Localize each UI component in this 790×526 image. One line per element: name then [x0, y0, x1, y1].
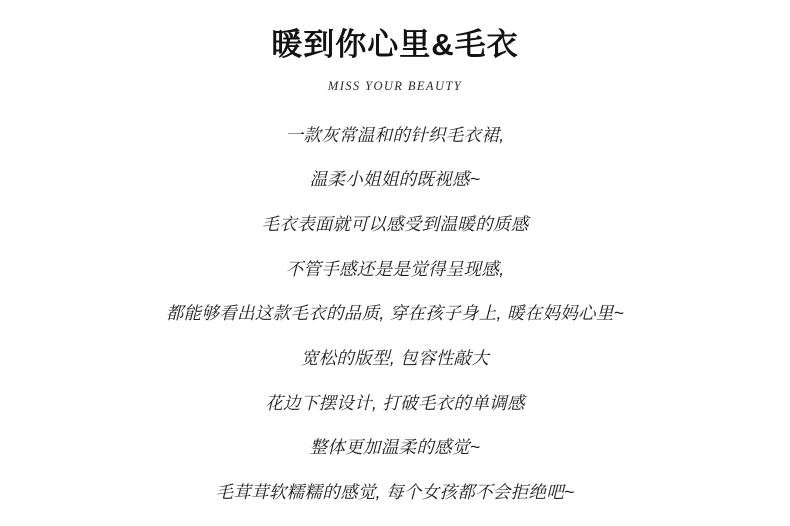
page-subtitle: MISS YOUR BEAUTY: [327, 78, 463, 93]
description-line: 花边下摆设计, 打破毛衣的单调感: [265, 392, 525, 413]
description-body: [0, 124, 790, 505]
description-line: 宽松的版型, 包容性敲大: [300, 347, 490, 368]
description-line: 毛茸茸软糯糯的感觉, 每个女孩都不会拒绝吧~: [215, 481, 575, 502]
page-title: 暖到你心里&毛衣: [271, 27, 519, 62]
description-line: 毛衣表面就可以感受到温暖的质感: [261, 214, 529, 234]
description-line: 整体更加温柔的感觉~: [309, 437, 481, 458]
description-line: 不管手感还是是觉得呈现感,: [285, 258, 505, 279]
description-line: 温柔小姐姐的既视感~: [309, 169, 481, 190]
description-line: 都能够看出这款毛衣的品质, 穿在孩子身上, 暖在妈妈心里~: [165, 303, 625, 324]
description-line: 一款灰常温和的针织毛衣裙,: [285, 124, 505, 145]
